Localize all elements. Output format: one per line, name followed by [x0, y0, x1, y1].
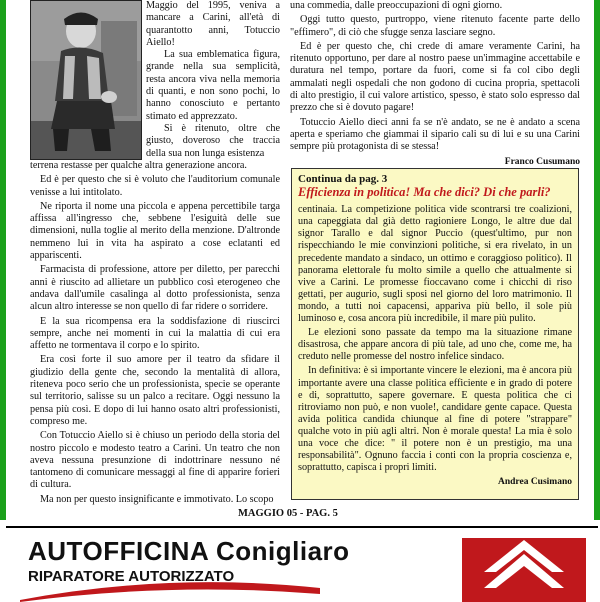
- left-paragraph: Ed è per questo che si è voluto che l'auditorium comunale venisse a lui intitolato.: [30, 174, 280, 198]
- right-paragraph: Oggi tutto questo, purtroppo, viene ritenuto facente parte dello "effimero", di ciò che sfugge senza lasciare segno.: [290, 14, 580, 38]
- box-paragraph: Le elezioni sono passate da tempo ma la situazione rimane disastrosa, che appare ancora di più tale, ad uno che, come me, ha creduto nelle promesse del nostro infelice sindaco.: [298, 327, 572, 363]
- double-chevron-logo-icon: [454, 532, 594, 602]
- page-frame-left: [0, 0, 6, 520]
- ad-title: AUTOFFICINA Conigliaro: [28, 536, 350, 566]
- left-paragraph: Farmacista di professione, attore per diletto, per parecchi anni è riuscito ad allietare un pubblico così eterogeneo che andava dall'umile casalinga al dotto professionista, senza alcun altro interesse se non quello di far ridere o sorridere.: [30, 264, 280, 313]
- intro-text: Maggio del 1995, veniva a mancare a Carini, all'età di quarantotto anni, Totuccio Aiello!: [146, 0, 280, 48]
- portrait-photo-icon: [31, 1, 141, 159]
- right-paragraph: Ed è per questo che, chi crede di amare veramente Carini, ha ritenuto opportuno, per dare al nostro paese un'immagine accettabile e duratura nel tempo, portare da fuori, come si fa col cibo degli ammalati negli ospedali che non godono di cucina propria, spettacoli di alto prestigio, il cui valore artistico, spesso, è stato solo espresso dal prezzo che si è dovuto pagare!: [290, 40, 580, 114]
- left-paragraph: Con Totuccio Aiello si è chiuso un periodo della storia del nostro piccolo e modesto teatro a Carini. Un teatro che non aveva nessuna presunzione di indottrinare nessuno né tantomeno di comunicare messaggi al fine di apparire forieri di cultura.: [30, 430, 280, 491]
- continued-label: Continua da pag. 3: [298, 173, 388, 185]
- left-paragraph: terrena restasse per qualche altra generazione ancora.: [30, 160, 247, 171]
- portrait-photo: [30, 0, 142, 160]
- advertisement-banner: [6, 526, 598, 602]
- left-paragraph: Ne riporta il nome una piccola e appena percettibile targa affissa all'ingresso che, sebbene l'esiguità delle sue dimensioni, nulla toglie al merito della menzione. D'altronde nemmeno lui in vita ha aspirato a cose eclatanti ed appariscenti.: [30, 200, 280, 262]
- page-frame-right: [594, 0, 600, 520]
- page-footer: MAGGIO 05 - PAG. 5: [238, 508, 338, 519]
- continued-article-box: [291, 168, 579, 500]
- right-paragraph: una commedia, dalle preoccupazioni di ogni giorno.: [290, 0, 503, 11]
- box-paragraph: centinaia. La competizione politica vide scontrarsi tre coalizioni, una capeggiata dal già detto ragioniere Longo, le altre due dal signor Tarallo e dal signor Puccio (quest'ultimo, pur non rispecchiando le mie convinzioni politiche, si era rivelato, in un precedente mandato a sindaco, un ottimo e coraggioso politico). Il panorama elettorale fu molto simile a quello che attualmente si vive a Carini. Le promesse fioccavano come i chicchi di riso gettati, per augurio, sugli sposi nel giorno del loro matrimonio. Il mondo, a tutti noi capacensi, appariva più bello, il sole più luminoso e, cosa ancora più incredibile, il mare più pulito.: [298, 204, 572, 325]
- box-paragraph: In definitiva: è sì importante vincere le elezioni, ma è ancora più importante avere una classe politica efficiente e in grado di potere e di, soprattutto, sapere governare. E questa politica che ci ritroviamo non può, e non vuole!, candidare gente capace. Questa avida politica candida chiunque al fine di potere "strappare" qualche voto in più agli altri. Non è morale questa! La mia è solo una voce che dice: " il potere non è un prestigio, ma una responsabilità". Ognuno faccia i conti con la propria coscienza e, soprattutto, capisca i propri limiti.: [298, 365, 572, 474]
- right-article-top: [290, 0, 580, 168]
- right-paragraph: Totuccio Aiello dieci anni fa se n'è andato, se ne è andato a scena aperta e speriamo che giammai il sipario cali su di lui e su una Carini sempre più protagonista di se stessa!: [290, 116, 580, 153]
- intro-column: [146, 0, 280, 160]
- box-signature: Andrea Cusimano: [498, 477, 572, 488]
- ad-subtitle: RIPARATORE AUTORIZZATO: [28, 568, 235, 585]
- intro-paragraph-3: Si è ritenuto, oltre che giusto, doveroso che traccia della sua non lunga esistenza: [146, 122, 280, 159]
- article-title: Efficienza in politica! Ma che dici? Di che parli?: [298, 185, 551, 200]
- left-paragraph: Ma non per questo insignificante e immotivato. Lo scopo: [40, 493, 274, 505]
- author-signature: Franco Cusumano: [504, 156, 580, 167]
- intro-paragraph-2: La sua emblematica figura, grande nella sua semplicità, resta ancora viva nella memoria di quanti, e non sono pochi, lo hanno conosciuto e pertanto stimato ed apprezzato.: [146, 49, 280, 122]
- left-article-body: [30, 160, 280, 508]
- left-paragraph: Era così forte il suo amore per il teatro da sfidare il giudizio della gente che, secondo la mentalità di allora, riteneva poco serio che un professionista, specie se operante sul territorio, salisse su un palco a recitare. Oggi nessuno la pensa più così. E dopo di lui hanno osato altri professionisti, compreso me.: [30, 354, 280, 427]
- left-paragraph: E la sua ricompensa era la soddisfazione di riuscirci sempre, anche nei momenti in cui la malattia di cui era affetto ne tormentava il corpo e lo spirito.: [30, 315, 280, 352]
- swoosh-icon: [20, 578, 320, 602]
